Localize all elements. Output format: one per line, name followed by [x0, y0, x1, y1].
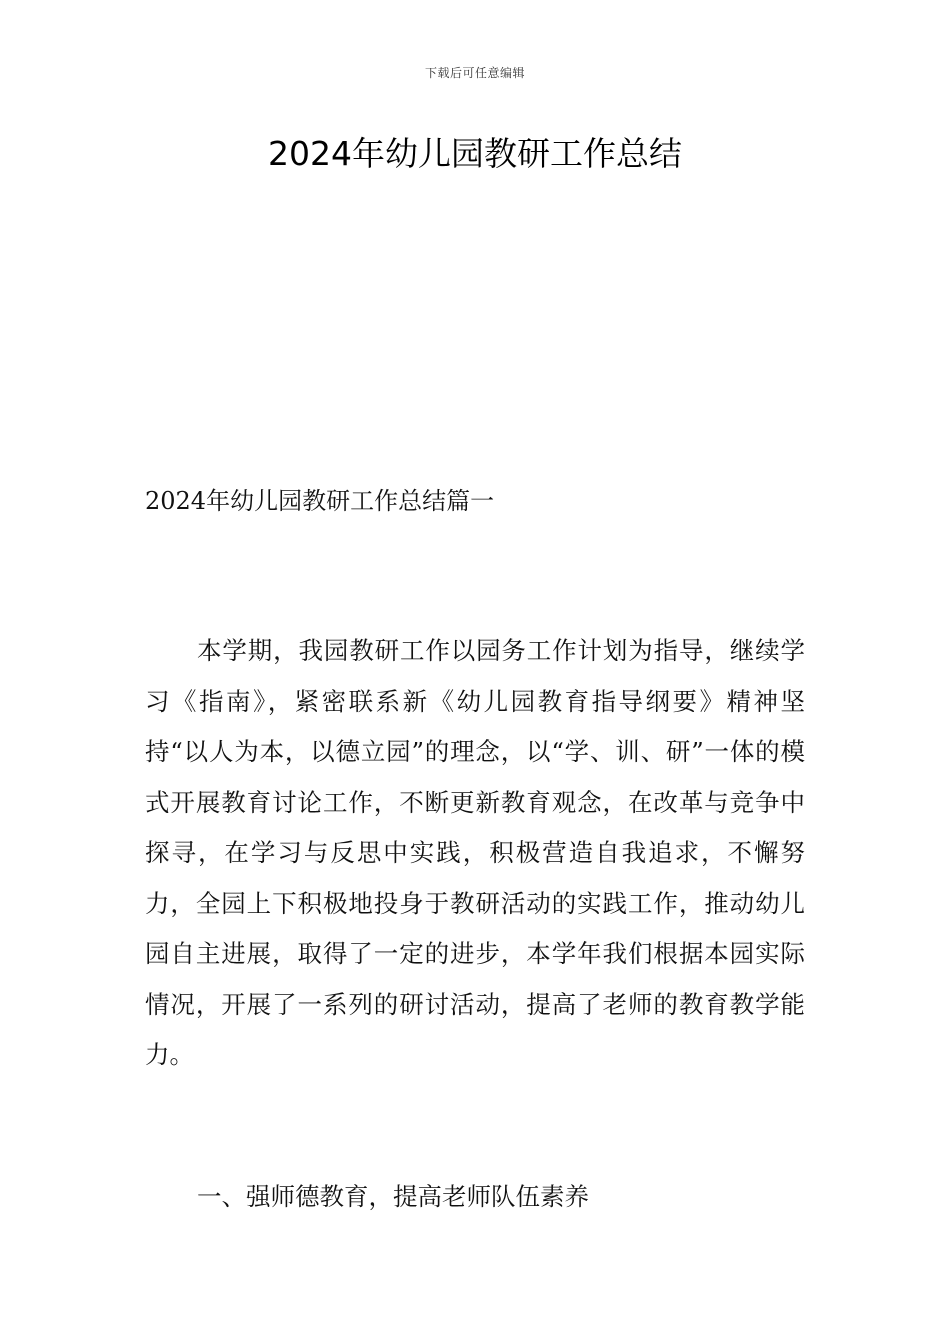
section-title: 2024年幼儿园教研工作总结篇一: [145, 487, 495, 515]
intro-paragraph: 本学期，我园教研工作以园务工作计划为指导，继续学习《指南》，紧密联系新《幼儿园教育指导纲要》精神坚持“以人为本，以德立园”的理念，以“学、训、研”一体的模式开展教育讨论工作，不断更新教育观念，在改革与竞争中探寻，在学习与反思中实践，积极营造自我追求，不懈努力，全园上下积极地投身于教研活动的实践工作，推动幼儿园自主进展，取得了一定的进步，本学年我们根据本园实际情况，开展了一系列的研讨活动，提高了老师的教育教学能力。: [145, 636, 805, 1069]
subheading-teacher-ethics: 一、强师德教育，提高老师队伍素养: [197, 1182, 589, 1211]
header-note: 下载后可任意编辑: [424, 66, 525, 80]
document-title: 2024年幼儿园教研工作总结: [268, 134, 682, 173]
